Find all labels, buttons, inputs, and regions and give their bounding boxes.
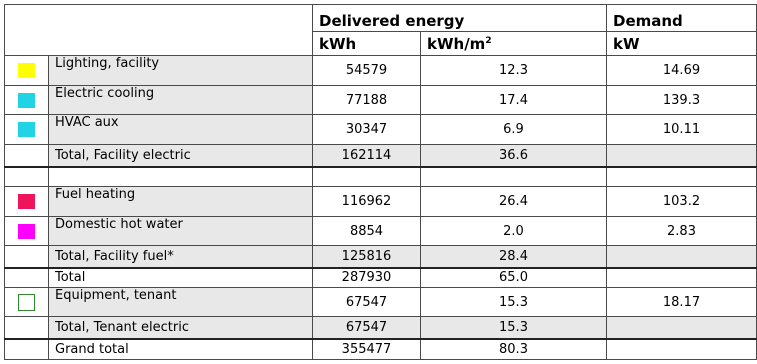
swatch-cell — [5, 187, 49, 217]
header-kw: kW — [607, 32, 757, 56]
header-blank-cell — [5, 5, 313, 56]
fuel-heating-color-swatch — [18, 194, 35, 209]
row-label: Fuel heating — [49, 187, 313, 217]
spacer-cell — [421, 167, 607, 187]
swatch-cell — [5, 115, 49, 145]
swatch-cell-empty — [5, 339, 49, 360]
row-label: Grand total — [49, 339, 313, 360]
kw-value — [607, 339, 757, 360]
equipment-color-swatch — [18, 294, 35, 311]
kw-value: 139.3 — [607, 86, 757, 115]
kwh-value: 287930 — [313, 268, 421, 288]
swatch-cell-empty — [5, 246, 49, 268]
swatch-cell-empty — [5, 317, 49, 339]
kwh-per-m2-value: 17.4 — [421, 86, 607, 115]
header-row-groups — [5, 5, 757, 32]
cooling-color-swatch — [18, 93, 35, 108]
swatch-cell — [5, 86, 49, 115]
spacer-cell — [5, 167, 49, 187]
kwh-per-m2-value: 28.4 — [421, 246, 607, 268]
kwh-value: 67547 — [313, 288, 421, 317]
kw-value — [607, 246, 757, 268]
swatch-cell — [5, 288, 49, 317]
kwh-per-m2-value: 80.3 — [421, 339, 607, 360]
spacer-cell — [313, 167, 421, 187]
grand-total-row — [5, 339, 757, 360]
kwh-per-m2-value: 15.3 — [421, 317, 607, 339]
swatch-cell — [5, 56, 49, 86]
hot-water-color-swatch — [18, 224, 35, 239]
kw-value — [607, 317, 757, 339]
total-row — [5, 268, 757, 288]
swatch-cell-empty — [5, 145, 49, 167]
kw-value: 14.69 — [607, 56, 757, 86]
kwh-value: 162114 — [313, 145, 421, 167]
hvac-color-swatch — [18, 122, 35, 137]
kw-value: 103.2 — [607, 187, 757, 217]
row-label: Equipment, tenant — [49, 288, 313, 317]
row-label: Lighting, facility — [49, 56, 313, 86]
kwh-value: 125816 — [313, 246, 421, 268]
subtotal-row — [5, 145, 757, 167]
kwh-per-m2-value: 65.0 — [421, 268, 607, 288]
kw-value: 10.11 — [607, 115, 757, 145]
energy-table — [4, 4, 757, 360]
header-delivered-energy: Delivered energy — [313, 5, 607, 32]
subtotal-row — [5, 317, 757, 339]
header-demand: Demand — [607, 5, 757, 32]
table-row — [5, 288, 757, 317]
swatch-cell — [5, 217, 49, 246]
kwh-per-m2-value: 36.6 — [421, 145, 607, 167]
kw-value — [607, 268, 757, 288]
row-label: Total — [49, 268, 313, 288]
subtotal-row — [5, 246, 757, 268]
table-row — [5, 217, 757, 246]
row-label: Electric cooling — [49, 86, 313, 115]
row-label: Total, Facility electric — [49, 145, 313, 167]
row-label: Total, Facility fuel* — [49, 246, 313, 268]
kwh-value: 355477 — [313, 339, 421, 360]
table-row — [5, 56, 757, 86]
kwh-per-m2-value: 12.3 — [421, 56, 607, 86]
header-kwh: kWh — [313, 32, 421, 56]
kwh-value: 77188 — [313, 86, 421, 115]
swatch-cell-empty — [5, 268, 49, 288]
kwh-value: 30347 — [313, 115, 421, 145]
header-kwh-per-m2: kWh/$m^2$ — [421, 32, 607, 56]
table-row — [5, 115, 757, 145]
row-label: Total, Tenant electric — [49, 317, 313, 339]
kwh-per-m2-value: 2.0 — [421, 217, 607, 246]
kwh-value: 54579 — [313, 56, 421, 86]
kwh-per-m2-value: 26.4 — [421, 187, 607, 217]
row-label: HVAC aux — [49, 115, 313, 145]
kw-value: 2.83 — [607, 217, 757, 246]
kwh-per-m2-value: 15.3 — [421, 288, 607, 317]
table-row — [5, 187, 757, 217]
spacer-cell — [607, 167, 757, 187]
kw-value: 18.17 — [607, 288, 757, 317]
spacer-cell — [49, 167, 313, 187]
kwh-per-m2-value: 6.9 — [421, 115, 607, 145]
spacer-row — [5, 167, 757, 187]
kw-value — [607, 145, 757, 167]
kwh-value: 67547 — [313, 317, 421, 339]
table-row — [5, 86, 757, 115]
kwh-value: 8854 — [313, 217, 421, 246]
kwh-value: 116962 — [313, 187, 421, 217]
lighting-color-swatch — [18, 63, 35, 78]
row-label: Domestic hot water — [49, 217, 313, 246]
